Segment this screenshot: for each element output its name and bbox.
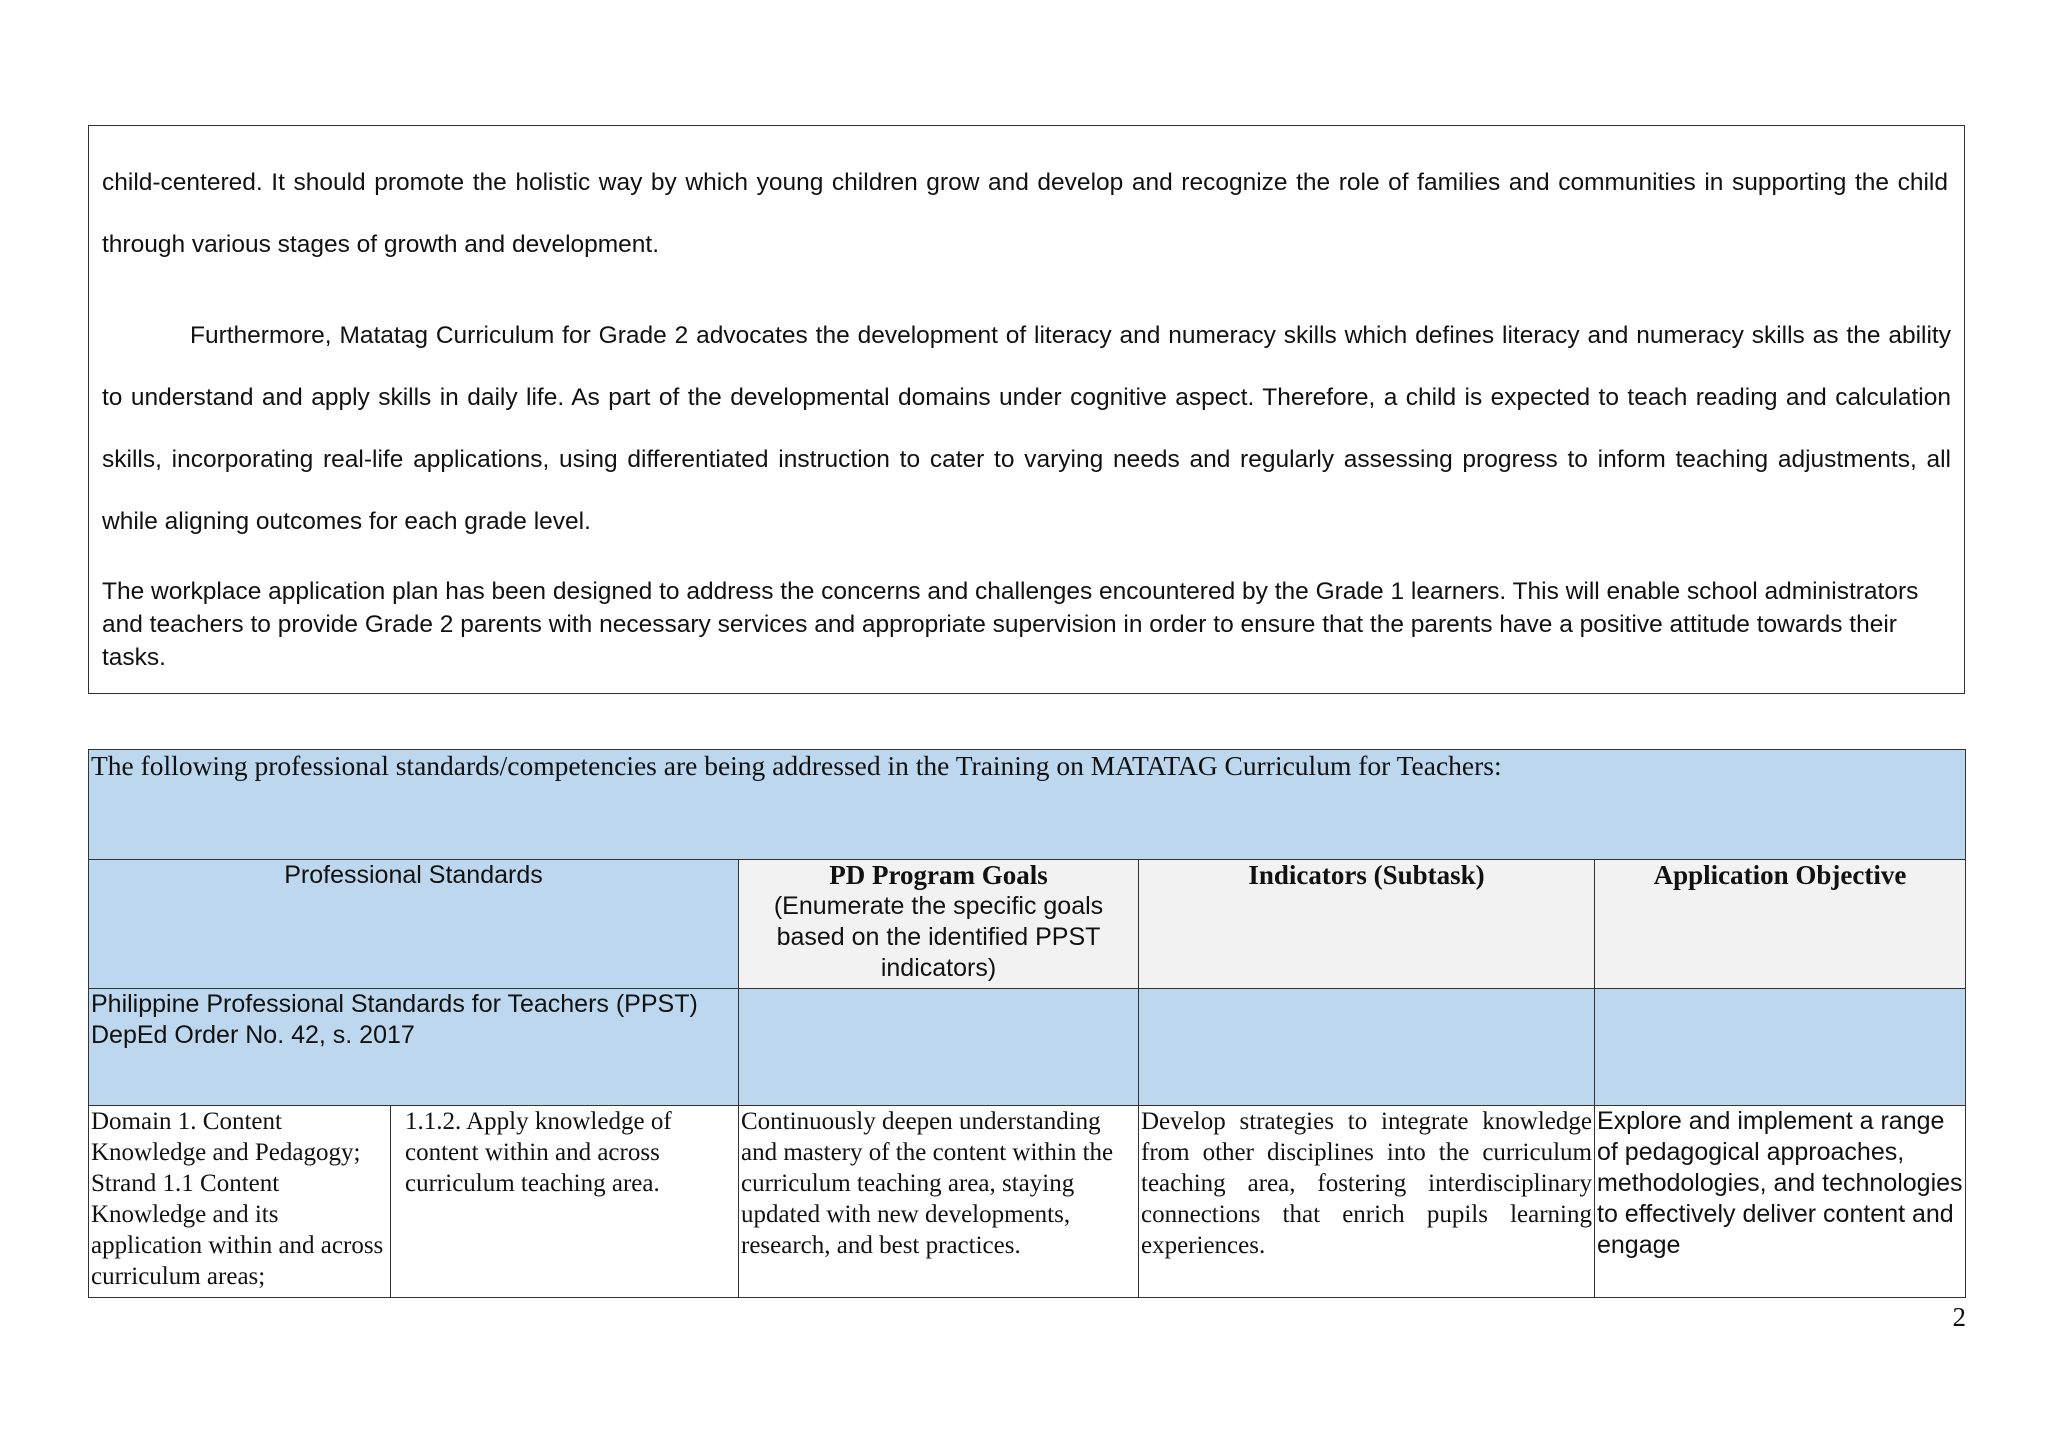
ppst-empty-cell (1139, 989, 1595, 1106)
ppst-empty-cell (1595, 989, 1966, 1106)
intro-paragraph-2: Furthermore, Matatag Curriculum for Grade 2 advocates the development of literacy and numeracy skills which defines literacy and numeracy skills as the ability to understand and apply skills in daily life. As part of the developmental domains under cognitive aspect. Therefore, a child is expected to teach reading and calculation skills, incorporating real-life applications, using differentiated instruction to cater to varying needs and regularly assessing progress to inform teaching adjustments, all while aligning outcomes for each grade level. (102, 322, 1951, 535)
header-pd-program-goals-title: PD Program Goals (829, 860, 1048, 890)
table-intro-row (89, 750, 1966, 860)
header-pd-program-goals (739, 860, 1139, 989)
subtask-cell: Develop strategies to integrate knowledge from other disciplines into the curriculum teaching area, fostering interdisciplinary connections that enrich pupils learning experiences. (1139, 1106, 1595, 1298)
domain-cell: Domain 1. Content Knowledge and Pedagogy; Strand 1.1 Content Knowledge and its application within and across curriculum areas; (89, 1106, 391, 1298)
intro-paragraph-3: The workplace application plan has been designed to address the concerns and challenges encountered by the Grade 1 learners. This will enable school administrators and teachers to provide Grade 2 parents with necessary services and appropriate supervision in order to ensure that the parents have a positive attitude towards their tasks. (102, 578, 1919, 671)
ppst-empty-cell (739, 989, 1139, 1106)
intro-paragraph-1: child-centered. It should promote the holistic way by which young children grow and develop and recognize the role of families and communities in supporting the child through various stages of growth and development. (102, 169, 1948, 258)
table-header-row (89, 860, 1966, 989)
ppst-cell (89, 989, 739, 1106)
ppst-row (89, 989, 1966, 1106)
intro-text-box (88, 125, 1965, 694)
pd-goal-cell: Continuously deepen understanding and mastery of the content within the curriculum teaching area, staying updated with new developments, research, and best practices. (739, 1106, 1139, 1298)
table-row (89, 1106, 1966, 1298)
ppst-order: DepEd Order No. 42, s. 2017 (91, 1021, 415, 1049)
standards-table (88, 749, 1966, 1298)
page-number: 2 (1952, 1302, 1966, 1332)
ppst-title: Philippine Professional Standards for Teachers (PPST) (91, 990, 698, 1018)
header-application-objective: Application Objective (1595, 860, 1966, 989)
header-professional-standards: Professional Standards (89, 860, 739, 989)
application-objective-cell: Explore and implement a range of pedagogical approaches, methodologies, and technologies to effectively deliver content and engage (1595, 1106, 1966, 1298)
header-indicators: Indicators (Subtask) (1139, 860, 1595, 989)
indicator-code-cell: 1.1.2. Apply knowledge of content within and across curriculum teaching area. (391, 1106, 739, 1298)
table-intro-text: The following professional standards/competencies are being addressed in the Training on MATATAG Curriculum for Teachers: (89, 750, 1966, 860)
header-pd-program-goals-subtitle: (Enumerate the specific goals based on the identified PPST indicators) (773, 892, 1104, 982)
